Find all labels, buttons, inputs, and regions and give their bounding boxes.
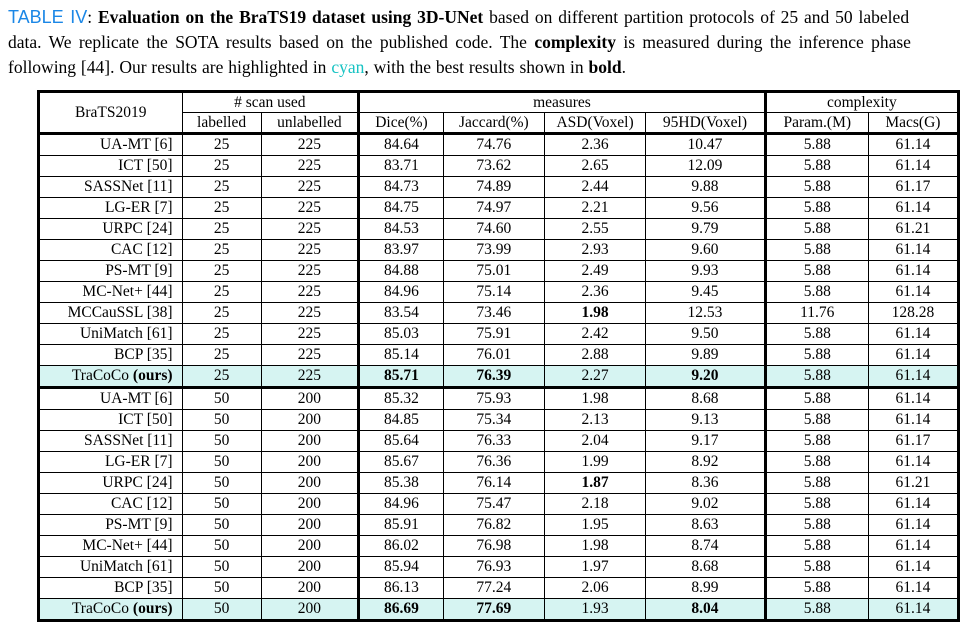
value-cell: 73.46 — [443, 303, 544, 324]
value-cell: 1.98 — [544, 303, 645, 324]
value-cell: 8.68 — [646, 557, 766, 578]
table-row — [39, 410, 959, 431]
value-cell: 2.06 — [544, 578, 645, 599]
table-row — [39, 388, 959, 410]
value-cell: 50 — [182, 557, 261, 578]
value-cell: 85.38 — [359, 473, 444, 494]
value-cell: 86.69 — [359, 599, 444, 621]
value-cell: 225 — [261, 156, 359, 177]
method-cell — [39, 536, 183, 557]
value-cell: 5.88 — [765, 198, 868, 219]
value-cell: 61.14 — [868, 599, 958, 621]
value-cell: 50 — [182, 410, 261, 431]
value-cell: 25 — [182, 303, 261, 324]
value-cell: 85.03 — [359, 324, 444, 345]
value-cell: 5.88 — [765, 473, 868, 494]
value-cell: 225 — [261, 366, 359, 388]
value-cell: 200 — [261, 599, 359, 621]
value-cell: 85.32 — [359, 388, 444, 410]
value-cell: 61.14 — [868, 536, 958, 557]
table-row — [39, 431, 959, 452]
value-cell: 83.97 — [359, 240, 444, 261]
value-cell: 50 — [182, 452, 261, 473]
value-cell: 2.36 — [544, 282, 645, 303]
table-row — [39, 345, 959, 366]
value-cell: 5.88 — [765, 219, 868, 240]
value-cell: 9.20 — [646, 366, 766, 388]
value-cell: 1.97 — [544, 557, 645, 578]
value-cell: 225 — [261, 303, 359, 324]
value-cell: 61.14 — [868, 240, 958, 261]
caption-segment: bold — [588, 57, 622, 77]
value-cell: 85.64 — [359, 431, 444, 452]
value-cell: 50 — [182, 431, 261, 452]
value-cell: 85.91 — [359, 515, 444, 536]
method-cell — [39, 134, 183, 156]
value-cell: 2.44 — [544, 177, 645, 198]
value-cell: 8.36 — [646, 473, 766, 494]
table-row — [39, 198, 959, 219]
method-cell — [39, 282, 183, 303]
value-cell: 85.94 — [359, 557, 444, 578]
table-row — [39, 240, 959, 261]
value-cell: 11.76 — [765, 303, 868, 324]
method-label: UniMatch [61] — [79, 325, 173, 342]
value-cell: 75.14 — [443, 282, 544, 303]
group-header-complexity: complexity — [765, 92, 958, 113]
value-cell: 5.88 — [765, 599, 868, 621]
method-cell — [39, 515, 183, 536]
value-cell: 8.68 — [646, 388, 766, 410]
value-cell: 5.88 — [765, 345, 868, 366]
value-cell: 25 — [182, 198, 261, 219]
value-cell: 1.98 — [544, 536, 645, 557]
value-cell: 50 — [182, 536, 261, 557]
value-cell: 61.14 — [868, 494, 958, 515]
caption-segment: cyan — [331, 57, 365, 77]
col-header-jaccard: Jaccard(%) — [443, 113, 544, 134]
results-table-wrap — [37, 90, 960, 622]
method-label: CAC [12] — [110, 495, 173, 512]
value-cell: 76.82 — [443, 515, 544, 536]
method-cell — [39, 366, 183, 388]
value-cell: 50 — [182, 494, 261, 515]
value-cell: 73.62 — [443, 156, 544, 177]
section-50-labelled — [39, 388, 959, 621]
value-cell: 74.76 — [443, 134, 544, 156]
value-cell: 5.88 — [765, 494, 868, 515]
value-cell: 200 — [261, 431, 359, 452]
table-row — [39, 515, 959, 536]
value-cell: 61.17 — [868, 431, 958, 452]
value-cell: 50 — [182, 599, 261, 621]
table-row — [39, 177, 959, 198]
value-cell: 74.60 — [443, 219, 544, 240]
value-cell: 200 — [261, 452, 359, 473]
value-cell: 75.34 — [443, 410, 544, 431]
value-cell: 5.88 — [765, 134, 868, 156]
ours-label: (ours) — [132, 367, 173, 384]
value-cell: 2.18 — [544, 494, 645, 515]
method-cell — [39, 494, 183, 515]
value-cell: 2.49 — [544, 261, 645, 282]
value-cell: 9.50 — [646, 324, 766, 345]
table-row — [39, 599, 959, 621]
value-cell: 8.99 — [646, 578, 766, 599]
value-cell: 200 — [261, 410, 359, 431]
value-cell: 9.60 — [646, 240, 766, 261]
table-row — [39, 219, 959, 240]
table-row — [39, 557, 959, 578]
value-cell: 85.71 — [359, 366, 444, 388]
caption-segment: based on different partition protocols of 25 and 50 labeled — [483, 7, 910, 27]
method-cell — [39, 156, 183, 177]
table-row — [39, 473, 959, 494]
value-cell: 9.45 — [646, 282, 766, 303]
table-row — [39, 282, 959, 303]
value-cell: 1.93 — [544, 599, 645, 621]
value-cell: 75.91 — [443, 324, 544, 345]
corner-header: BraTS2019 — [39, 92, 183, 134]
value-cell: 61.14 — [868, 282, 958, 303]
value-cell: 76.39 — [443, 366, 544, 388]
method-label: ICT [50] — [118, 411, 173, 428]
method-label: PS-MT [9] — [105, 516, 173, 533]
value-cell: 5.88 — [765, 156, 868, 177]
value-cell: 2.27 — [544, 366, 645, 388]
value-cell: 61.14 — [868, 410, 958, 431]
method-label: UniMatch [61] — [79, 558, 173, 575]
value-cell: 25 — [182, 366, 261, 388]
value-cell: 84.85 — [359, 410, 444, 431]
value-cell: 61.14 — [868, 345, 958, 366]
caption-segment: is measured during the inference phase — [615, 32, 911, 52]
value-cell: 2.21 — [544, 198, 645, 219]
value-cell: 9.13 — [646, 410, 766, 431]
value-cell: 225 — [261, 134, 359, 156]
method-label: UA-MT [6] — [100, 390, 173, 407]
value-cell: 61.17 — [868, 177, 958, 198]
method-cell — [39, 452, 183, 473]
value-cell: 200 — [261, 473, 359, 494]
value-cell: 5.88 — [765, 515, 868, 536]
table-row — [39, 261, 959, 282]
value-cell: 5.88 — [765, 557, 868, 578]
value-cell: 1.95 — [544, 515, 645, 536]
value-cell: 83.54 — [359, 303, 444, 324]
value-cell: 200 — [261, 578, 359, 599]
caption-segment: , with the best results shown in — [364, 57, 589, 77]
value-cell: 61.14 — [868, 134, 958, 156]
method-label: LG-ER [7] — [104, 453, 173, 470]
value-cell: 10.47 — [646, 134, 766, 156]
value-cell: 2.13 — [544, 410, 645, 431]
table-row — [39, 134, 959, 156]
method-cell — [39, 177, 183, 198]
value-cell: 5.88 — [765, 431, 868, 452]
value-cell: 84.88 — [359, 261, 444, 282]
value-cell: 200 — [261, 494, 359, 515]
value-cell: 76.93 — [443, 557, 544, 578]
col-header-macs: Macs(G) — [868, 113, 958, 134]
method-label: TraCoCo — [71, 367, 130, 384]
value-cell: 83.71 — [359, 156, 444, 177]
method-cell — [39, 219, 183, 240]
value-cell: 75.01 — [443, 261, 544, 282]
caption-segment: Evaluation on the BraTS19 dataset using 3D-UNet — [97, 7, 484, 27]
value-cell: 8.04 — [646, 599, 766, 621]
value-cell: 200 — [261, 557, 359, 578]
value-cell: 9.89 — [646, 345, 766, 366]
value-cell: 25 — [182, 219, 261, 240]
value-cell: 9.17 — [646, 431, 766, 452]
value-cell: 225 — [261, 282, 359, 303]
method-cell — [39, 303, 183, 324]
method-label: MCCauSSL [38] — [67, 304, 173, 321]
value-cell: 225 — [261, 261, 359, 282]
caption-segment: . — [621, 57, 626, 77]
value-cell: 76.33 — [443, 431, 544, 452]
method-label: UA-MT [6] — [100, 136, 173, 153]
value-cell: 8.74 — [646, 536, 766, 557]
value-cell: 5.88 — [765, 410, 868, 431]
value-cell: 9.93 — [646, 261, 766, 282]
method-label: BCP [35] — [114, 346, 173, 363]
method-cell — [39, 198, 183, 219]
value-cell: 200 — [261, 536, 359, 557]
col-header-labelled: labelled — [182, 113, 261, 134]
value-cell: 2.93 — [544, 240, 645, 261]
method-label: MC-Net+ [44] — [82, 537, 173, 554]
value-cell: 5.88 — [765, 324, 868, 345]
value-cell: 50 — [182, 473, 261, 494]
value-cell: 2.55 — [544, 219, 645, 240]
method-cell — [39, 345, 183, 366]
table-row — [39, 452, 959, 473]
value-cell: 84.75 — [359, 198, 444, 219]
table-header — [39, 92, 959, 134]
group-header-scan-used: # scan used — [182, 92, 359, 113]
value-cell: 8.92 — [646, 452, 766, 473]
value-cell: 200 — [261, 515, 359, 536]
value-cell: 85.14 — [359, 345, 444, 366]
col-header-asd: ASD(Voxel) — [544, 113, 645, 134]
value-cell: 225 — [261, 324, 359, 345]
table-row — [39, 156, 959, 177]
value-cell: 61.14 — [868, 366, 958, 388]
table-row — [39, 578, 959, 599]
value-cell: 1.98 — [544, 388, 645, 410]
method-label: PS-MT [9] — [105, 262, 173, 279]
value-cell: 84.96 — [359, 494, 444, 515]
value-cell: 5.88 — [765, 452, 868, 473]
caption-line — [8, 5, 975, 30]
method-cell — [39, 431, 183, 452]
header-group-row — [39, 92, 959, 113]
value-cell: 61.14 — [868, 156, 958, 177]
value-cell: 9.79 — [646, 219, 766, 240]
section-25-labelled — [39, 134, 959, 388]
method-cell — [39, 324, 183, 345]
value-cell: 75.47 — [443, 494, 544, 515]
value-cell: 12.53 — [646, 303, 766, 324]
value-cell: 2.65 — [544, 156, 645, 177]
caption-segment: data. We replicate the SOTA results based on the published code. The — [8, 32, 535, 52]
value-cell: 25 — [182, 324, 261, 345]
method-label: MC-Net+ [44] — [82, 283, 173, 300]
table-row — [39, 324, 959, 345]
value-cell: 128.28 — [868, 303, 958, 324]
value-cell: 5.88 — [765, 261, 868, 282]
col-header-dice: Dice(%) — [359, 113, 444, 134]
value-cell: 25 — [182, 156, 261, 177]
ours-label: (ours) — [132, 600, 173, 617]
method-cell — [39, 261, 183, 282]
value-cell: 74.97 — [443, 198, 544, 219]
value-cell: 2.88 — [544, 345, 645, 366]
caption-segment: complexity — [534, 32, 616, 52]
value-cell: 5.88 — [765, 578, 868, 599]
value-cell: 225 — [261, 240, 359, 261]
value-cell: 225 — [261, 198, 359, 219]
method-label: URPC [24] — [102, 220, 173, 237]
value-cell: 61.14 — [868, 557, 958, 578]
value-cell: 61.14 — [868, 578, 958, 599]
value-cell: 61.14 — [868, 324, 958, 345]
value-cell: 25 — [182, 345, 261, 366]
value-cell: 2.36 — [544, 134, 645, 156]
method-cell — [39, 410, 183, 431]
method-cell — [39, 240, 183, 261]
value-cell: 1.87 — [544, 473, 645, 494]
results-table — [37, 90, 960, 622]
value-cell: 61.21 — [868, 219, 958, 240]
value-cell: 61.14 — [868, 515, 958, 536]
value-cell: 50 — [182, 388, 261, 410]
value-cell: 1.99 — [544, 452, 645, 473]
table-caption — [8, 5, 975, 80]
value-cell: 2.04 — [544, 431, 645, 452]
value-cell: 61.14 — [868, 261, 958, 282]
value-cell: 86.13 — [359, 578, 444, 599]
value-cell: 8.63 — [646, 515, 766, 536]
value-cell: 84.64 — [359, 134, 444, 156]
method-cell — [39, 578, 183, 599]
method-label: BCP [35] — [114, 579, 173, 596]
table-row — [39, 536, 959, 557]
value-cell: 5.88 — [765, 177, 868, 198]
value-cell: 75.93 — [443, 388, 544, 410]
value-cell: 9.02 — [646, 494, 766, 515]
value-cell: 85.67 — [359, 452, 444, 473]
value-cell: 61.14 — [868, 452, 958, 473]
value-cell: 84.73 — [359, 177, 444, 198]
value-cell: 200 — [261, 388, 359, 410]
caption-line — [8, 55, 975, 80]
method-cell — [39, 557, 183, 578]
value-cell: 73.99 — [443, 240, 544, 261]
value-cell: 5.88 — [765, 536, 868, 557]
method-label: ICT [50] — [118, 157, 173, 174]
value-cell: 84.96 — [359, 282, 444, 303]
caption-segment: TABLE IV — [8, 7, 88, 27]
method-cell — [39, 388, 183, 410]
value-cell: 25 — [182, 282, 261, 303]
value-cell: 84.53 — [359, 219, 444, 240]
value-cell: 5.88 — [765, 388, 868, 410]
value-cell: 74.89 — [443, 177, 544, 198]
col-header-param: Param.(M) — [765, 113, 868, 134]
value-cell: 61.14 — [868, 388, 958, 410]
method-label: SASSNet [11] — [83, 178, 173, 195]
value-cell: 77.69 — [443, 599, 544, 621]
value-cell: 5.88 — [765, 282, 868, 303]
group-header-measures: measures — [359, 92, 766, 113]
caption-line — [8, 30, 975, 55]
value-cell: 25 — [182, 177, 261, 198]
value-cell: 77.24 — [443, 578, 544, 599]
value-cell: 76.36 — [443, 452, 544, 473]
caption-segment: following [44]. Our results are highlighted in — [8, 57, 332, 77]
table-row — [39, 494, 959, 515]
method-label: CAC [12] — [110, 241, 173, 258]
col-header-95hd: 95HD(Voxel) — [646, 113, 766, 134]
value-cell: 9.56 — [646, 198, 766, 219]
value-cell: 61.21 — [868, 473, 958, 494]
method-label: LG-ER [7] — [104, 199, 173, 216]
caption-segment: : — [87, 7, 98, 27]
value-cell: 225 — [261, 345, 359, 366]
value-cell: 86.02 — [359, 536, 444, 557]
method-cell — [39, 599, 183, 621]
table-row — [39, 366, 959, 388]
method-label: SASSNet [11] — [83, 432, 173, 449]
value-cell: 5.88 — [765, 240, 868, 261]
value-cell: 61.14 — [868, 198, 958, 219]
value-cell: 76.98 — [443, 536, 544, 557]
value-cell: 225 — [261, 219, 359, 240]
value-cell: 25 — [182, 134, 261, 156]
value-cell: 25 — [182, 261, 261, 282]
method-label: URPC [24] — [102, 474, 173, 491]
value-cell: 76.01 — [443, 345, 544, 366]
value-cell: 25 — [182, 240, 261, 261]
method-cell — [39, 473, 183, 494]
value-cell: 9.88 — [646, 177, 766, 198]
method-label: TraCoCo — [71, 600, 130, 617]
value-cell: 5.88 — [765, 366, 868, 388]
value-cell: 76.14 — [443, 473, 544, 494]
value-cell: 50 — [182, 578, 261, 599]
col-header-unlabelled: unlabelled — [261, 113, 359, 134]
value-cell: 2.42 — [544, 324, 645, 345]
table-row — [39, 303, 959, 324]
value-cell: 50 — [182, 515, 261, 536]
value-cell: 225 — [261, 177, 359, 198]
value-cell: 12.09 — [646, 156, 766, 177]
